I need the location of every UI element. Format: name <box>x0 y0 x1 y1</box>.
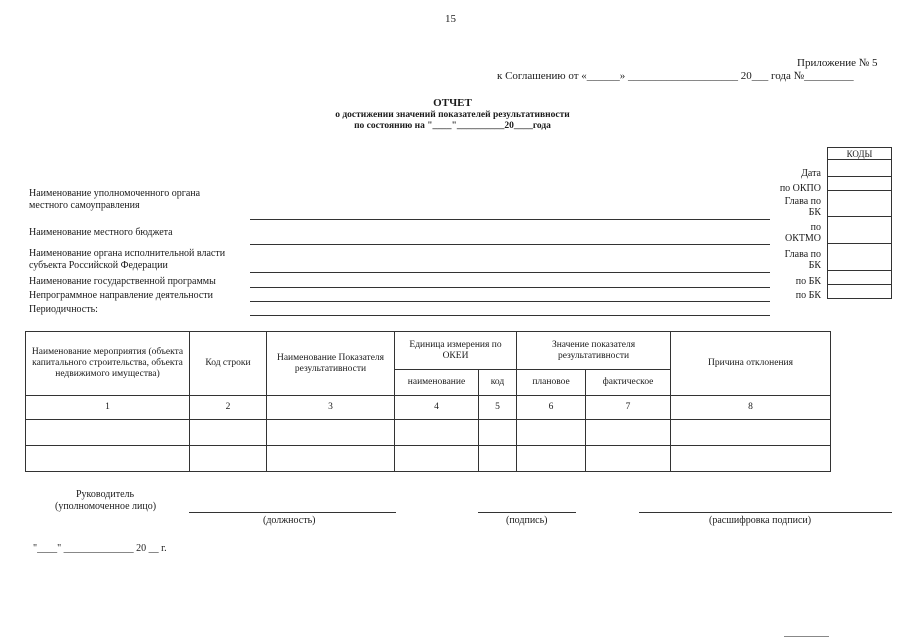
table-cell[interactable] <box>479 420 517 446</box>
table-cell[interactable] <box>671 446 831 472</box>
table-cell[interactable] <box>479 446 517 472</box>
report-subtitle: о достижении значений показателей результативности <box>335 110 570 120</box>
table-cell[interactable] <box>517 420 586 446</box>
field-authority-line2: местного самоуправления <box>29 200 140 211</box>
header-actual: фактическое <box>586 370 671 396</box>
code-bk-2-label: по БК <box>795 290 821 301</box>
signature-sign-line[interactable] <box>478 512 576 513</box>
signature-head-label: Руководитель <box>76 489 135 500</box>
column-number: 2 <box>190 396 267 420</box>
column-number: 4 <box>395 396 479 420</box>
field-program-underline[interactable] <box>250 287 770 288</box>
signature-head-sublabel: (уполномоченное лицо) <box>55 501 157 512</box>
appendix-agreement: к Соглашению от «______» ____________________ 20___ года №_________ <box>497 70 854 82</box>
table-cell[interactable] <box>395 446 479 472</box>
field-periodicity-label: Периодичность: <box>29 304 98 315</box>
field-executive-label <box>29 248 225 272</box>
table-cell[interactable] <box>26 446 190 472</box>
field-program-label: Наименование государственной программы <box>29 276 216 287</box>
page-number: 15 <box>445 13 456 25</box>
field-direction-underline[interactable] <box>250 301 770 302</box>
code-bk-2-cell[interactable] <box>828 285 892 299</box>
column-number: 5 <box>479 396 517 420</box>
header-reason: Причина отклонения <box>671 332 831 396</box>
column-number: 7 <box>586 396 671 420</box>
code-bk-head-cell[interactable] <box>828 191 892 217</box>
field-periodicity-underline[interactable] <box>250 315 770 316</box>
table-row <box>26 420 831 446</box>
codes-table <box>827 147 892 299</box>
column-number: 3 <box>267 396 395 420</box>
code-oktmo-line1: по <box>810 222 821 233</box>
table-row <box>26 446 831 472</box>
table-cell[interactable] <box>267 420 395 446</box>
header-planned: плановое <box>517 370 586 396</box>
code-bk-head2-line2: БК <box>808 260 821 271</box>
table-cell[interactable] <box>671 420 831 446</box>
column-number: 6 <box>517 396 586 420</box>
code-date-label: Дата <box>801 168 821 179</box>
column-number: 8 <box>671 396 831 420</box>
code-oktmo-cell[interactable] <box>828 217 892 244</box>
code-bk-head-line2: БК <box>808 207 821 218</box>
table-cell[interactable] <box>267 446 395 472</box>
appendix-title: Приложение № 5 <box>797 57 878 69</box>
signature-decoding-caption: (расшифровка подписи) <box>709 515 812 526</box>
table-cell[interactable] <box>190 446 267 472</box>
field-direction-label: Непрограммное направление деятельности <box>29 290 213 301</box>
code-date-cell[interactable] <box>828 160 892 177</box>
code-bk-head2-label <box>785 249 821 271</box>
code-oktmo-line2: ОКТМО <box>785 233 821 244</box>
field-budget-underline[interactable] <box>250 244 770 245</box>
table-cell[interactable] <box>395 420 479 446</box>
code-bk-head-line1: Глава по <box>784 196 821 207</box>
field-authority-label <box>29 188 200 212</box>
header-indicator: Наименование Показателя результативности <box>267 332 395 396</box>
column-number: 1 <box>26 396 190 420</box>
code-okpo-label: по ОКПО <box>779 183 821 194</box>
header-unit: Единица измерения по ОКЕИ <box>395 332 517 370</box>
code-oktmo-label <box>785 222 821 244</box>
report-as-of: по состоянию на "____"__________20____года <box>354 121 551 131</box>
signature-sign-caption: (подпись) <box>506 515 548 526</box>
field-executive-line2: субъекта Российской Федерации <box>29 260 168 271</box>
table-cell[interactable] <box>586 420 671 446</box>
code-bk-head2-cell[interactable] <box>828 244 892 271</box>
report-title: ОТЧЕТ <box>433 97 472 109</box>
header-event: Наименование мероприятия (объекта капитального строительства, объекта недвижимого имущества) <box>26 332 190 396</box>
field-authority-line1: Наименование уполномоченного органа <box>29 188 201 199</box>
code-bk-head2-line1: Глава по <box>784 249 821 260</box>
header-unit-name: наименование <box>395 370 479 396</box>
code-bk-1-label: по БК <box>795 276 821 287</box>
field-budget-label: Наименование местного бюджета <box>29 227 173 238</box>
signature-position-line[interactable] <box>189 512 396 513</box>
header-row-code: Код строки <box>190 332 267 396</box>
table-cell[interactable] <box>586 446 671 472</box>
field-executive-underline[interactable] <box>250 272 770 273</box>
table-cell[interactable] <box>190 420 267 446</box>
signature-date: "____" ______________ 20 __ г. <box>33 543 167 554</box>
table-cell[interactable] <box>517 446 586 472</box>
field-executive-line1: Наименование органа исполнительной власти <box>29 248 226 259</box>
table-cell[interactable] <box>26 420 190 446</box>
column-numbers-row <box>26 396 831 420</box>
codes-header: КОДЫ <box>828 148 892 160</box>
results-table <box>25 331 831 472</box>
header-value: Значение показателя результативности <box>517 332 671 370</box>
footer-divider <box>784 636 829 637</box>
code-okpo-cell[interactable] <box>828 177 892 191</box>
signature-position-caption: (должность) <box>263 515 316 526</box>
code-bk-1-cell[interactable] <box>828 271 892 285</box>
header-unit-code: код <box>479 370 517 396</box>
code-bk-head-label <box>785 196 821 218</box>
signature-decoding-line[interactable] <box>639 512 892 513</box>
field-authority-underline[interactable] <box>250 219 770 220</box>
